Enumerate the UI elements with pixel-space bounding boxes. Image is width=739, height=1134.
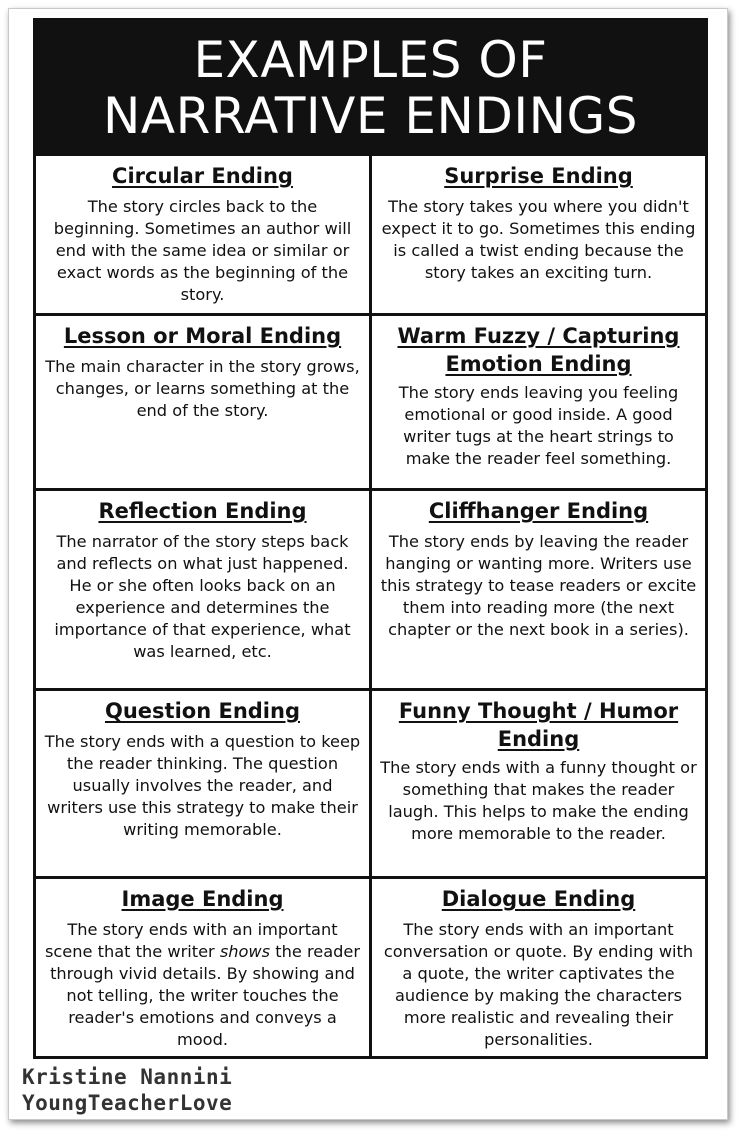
ending-card-warm-fuzzy [372,316,705,488]
ending-card-humor [372,691,705,876]
ending-title: Surprise Ending [444,164,633,188]
ending-title: Reflection Ending [98,499,307,523]
title-line-2: NARRATIVE ENDINGS [103,87,638,145]
ending-title: Image Ending [121,887,284,911]
ending-description [44,919,361,1051]
ending-title: Dialogue Ending [441,887,636,911]
ending-title: Cliffhanger Ending [428,499,649,523]
ending-description: The story ends with an important conversation or quote. By ending with a quote, the writer captivates the audience by making the characters more realistic and revealing their personalities. [383,920,694,1049]
ending-description: The main character in the story grows, changes, or learns something at the end of the story. [45,357,360,420]
ending-title: Warm Fuzzy / Capturing Emotion Ending [397,324,680,376]
ending-card-dialogue [372,879,705,1056]
ending-title: Lesson or Moral Ending [63,324,342,348]
ending-card-cliffhanger [372,491,705,688]
title-line-1: EXAMPLES OF [193,31,548,89]
ending-description: The story ends by leaving the reader hanging or wanting more. Writers use this strategy to tease readers or excite them into reading more (the next chapter or the next book in a series). [380,532,697,639]
ending-description: The story ends with a question to keep the reader thinking. The question usually involves the reader, and writers use this strategy to make their writing memorable. [44,732,361,839]
ending-description: The story ends leaving you feeling emotional or good inside. A good writer tugs at the heart strings to make the reader feel something. [398,383,679,468]
ending-text-after: the reader through vivid details. By showing and not telling, the writer touches the reader's emotions and conveys a mood. [50,942,361,1049]
credit-author: Kristine Nannini [22,1065,233,1089]
ending-card-circular [36,156,369,313]
ending-text-emphasis: shows [219,942,271,961]
ending-card-surprise [372,156,705,313]
page-title [33,18,708,156]
ending-title: Circular Ending [112,164,293,188]
ending-card-image [36,879,369,1056]
ending-text-before: The story ends with an important scene that the writer [44,920,338,961]
credit-site: YoungTeacherLove [22,1091,233,1115]
ending-description: The story takes you where you didn't expect it to go. Sometimes this ending is called a twist ending because the story takes an exciting turn. [381,197,696,282]
ending-title: Question Ending [105,699,300,723]
credit-watermark [22,1064,232,1116]
ending-card-question [36,691,369,876]
ending-card-reflection [36,491,369,688]
ending-title: Funny Thought / Humor Ending [398,699,679,751]
ending-card-lesson [36,316,369,488]
endings-grid [33,156,708,1056]
ending-description: The story ends with a funny thought or something that makes the reader laugh. This helps to make the ending more memorable to the reader. [380,758,697,843]
poster [33,18,708,1059]
ending-description: The story circles back to the beginning. Sometimes an author will end with the same idea or similar or exact words as the beginning of the story. [53,197,352,304]
ending-description: The narrator of the story steps back and reflects on what just happened. He or she often looks back on an experience and determines the importance of that experience, what was learned, etc. [54,532,351,661]
